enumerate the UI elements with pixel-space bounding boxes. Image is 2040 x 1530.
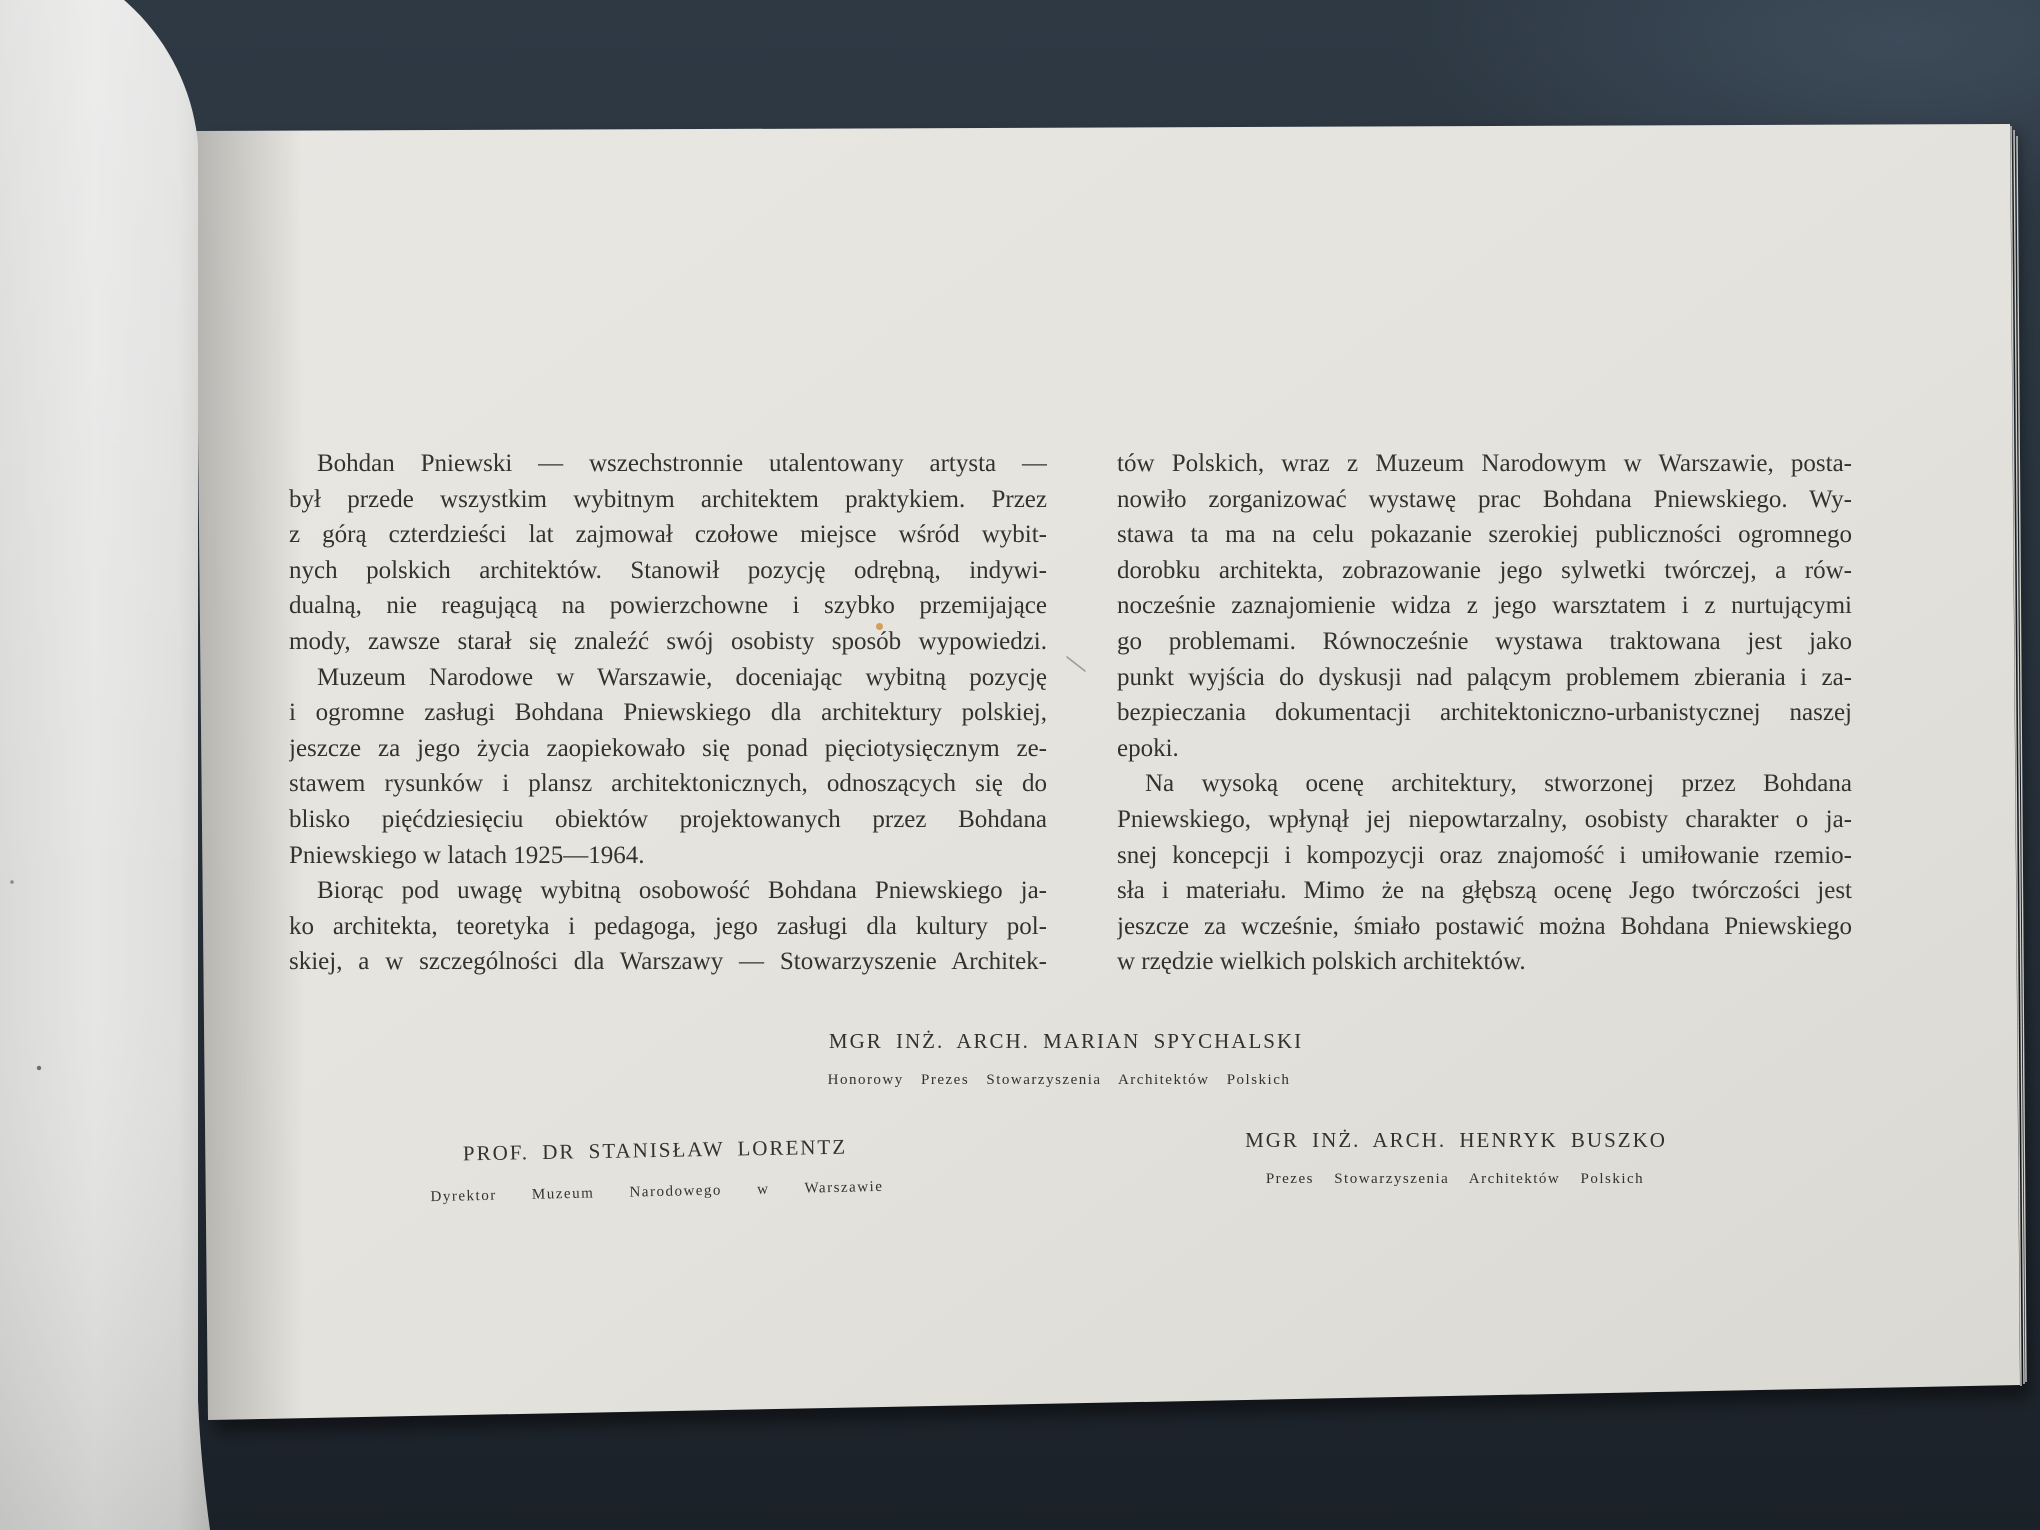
text-line: bezpieczania dokumentacji architektoniczno-urbanistycznej naszej <box>1117 699 1852 727</box>
text-line: sła i materiału. Mimo że na głębszą ocenę Jego twórczości jest <box>1117 877 1852 905</box>
text-line: Na wysoką ocenę architektury, stworzonej przez Bohdana <box>1145 770 1852 798</box>
text-line: Pniewskiego, wpłynął jej niepowtarzalny, osobisty charakter o ja- <box>1117 805 1852 833</box>
text-line: jeszcze za wcześnie, śmiało postawić można Bohdana Pniewskiego <box>1117 912 1852 940</box>
text-line: ko architekta, teoretyka i pedagoga, jego zasługi dla kultury pol- <box>289 912 1047 940</box>
left-page-speck <box>37 1066 41 1070</box>
text-line: Bohdan Pniewski — wszechstronnie utalentowany artysta — <box>317 450 1047 477</box>
text-line: jeszcze za jego życia zaopiekowało się ponad pięciotysięcznym ze- <box>289 734 1047 762</box>
text-line: go problemami. Równocześnie wystawa traktowana jest jako <box>1117 627 1852 655</box>
right-text-column <box>1117 446 1852 980</box>
left-text-column <box>289 446 1047 980</box>
text-line: stawem rysunków i plansz architektonicznych, odnoszących się do <box>289 770 1047 798</box>
signatory-name-spychalski: MGR INŻ. ARCH. MARIAN SPYCHALSKI <box>828 1029 1304 1053</box>
text-line: dorobku architekta, zobrazowanie jego sylwetki twórczej, a rów- <box>1117 556 1852 584</box>
text-line: i ogromne zasługi Bohdana Pniewskiego dla architektury polskiej, <box>289 699 1047 727</box>
signatory-name-lorentz: PROF. DR STANISŁAW LORENTZ <box>462 1134 848 1166</box>
text-line: epoki. <box>1117 734 1179 762</box>
text-line: punkt wyjścia do dyskusji nad palącym problemem zbierania i za- <box>1117 663 1852 691</box>
signatory-name-buszko: MGR INŻ. ARCH. HENRYK BUSZKO <box>1245 1128 1667 1152</box>
left-page-shading <box>0 0 210 1530</box>
text-line: skiej, a w szczególności dla Warszawy — Stowarzyszenie Architek- <box>289 948 1047 976</box>
signatory-title-spychalski: Honorowy Prezes Stowarzyszenia Architektów Polskich <box>827 1072 1291 1088</box>
text-line: tów Polskich, wraz z Muzeum Narodowym w Warszawie, posta- <box>1117 450 1852 477</box>
text-line: nowiło zorganizować wystawę prac Bohdana Pniewskiego. Wy- <box>1117 485 1852 513</box>
left-page-speck <box>10 880 14 884</box>
text-line: snej koncepcji i kompozycji oraz znajomość i umiłowanie rzemio- <box>1117 841 1852 869</box>
text-line: w rzędzie wielkich polskich architektów. <box>1117 948 1526 976</box>
text-line: nych polskich architektów. Stanowił pozycję odrębną, indywi- <box>289 556 1047 584</box>
text-line: dualną, nie reagującą na powierzchowne i szybko przemijające <box>289 592 1047 620</box>
text-line: blisko pięćdziesięciu obiektów projektowanych przez Bohdana <box>289 805 1047 833</box>
text-line: z górą czterdzieści lat zajmował czołowe miejsce wśród wybit- <box>289 521 1047 549</box>
text-line: był przede wszystkim wybitnym architektem praktykiem. Przez <box>289 485 1047 513</box>
text-line: mody, zawsze starał się znaleźć swój osobisty sposób wypowiedzi. <box>289 627 1047 655</box>
signatory-title-buszko: Prezes Stowarzyszenia Architektów Polskich <box>1265 1171 1645 1187</box>
text-line: Muzeum Narodowe w Warszawie, doceniając wybitną pozycję <box>317 663 1047 691</box>
text-line: stawa ta ma na celu pokazanie szerokiej publiczności ogromnego <box>1117 521 1852 549</box>
text-line: nocześnie zaznajomienie widza z jego warsztatem i z nurtującymi <box>1117 592 1852 620</box>
text-line: Biorąc pod uwagę wybitną osobowość Bohdana Pniewskiego ja- <box>317 877 1047 905</box>
signatory-title-lorentz: Dyrektor Muzeum Narodowego w Warszawie <box>430 1178 884 1206</box>
text-line: Pniewskiego w latach 1925—1964. <box>289 841 645 869</box>
